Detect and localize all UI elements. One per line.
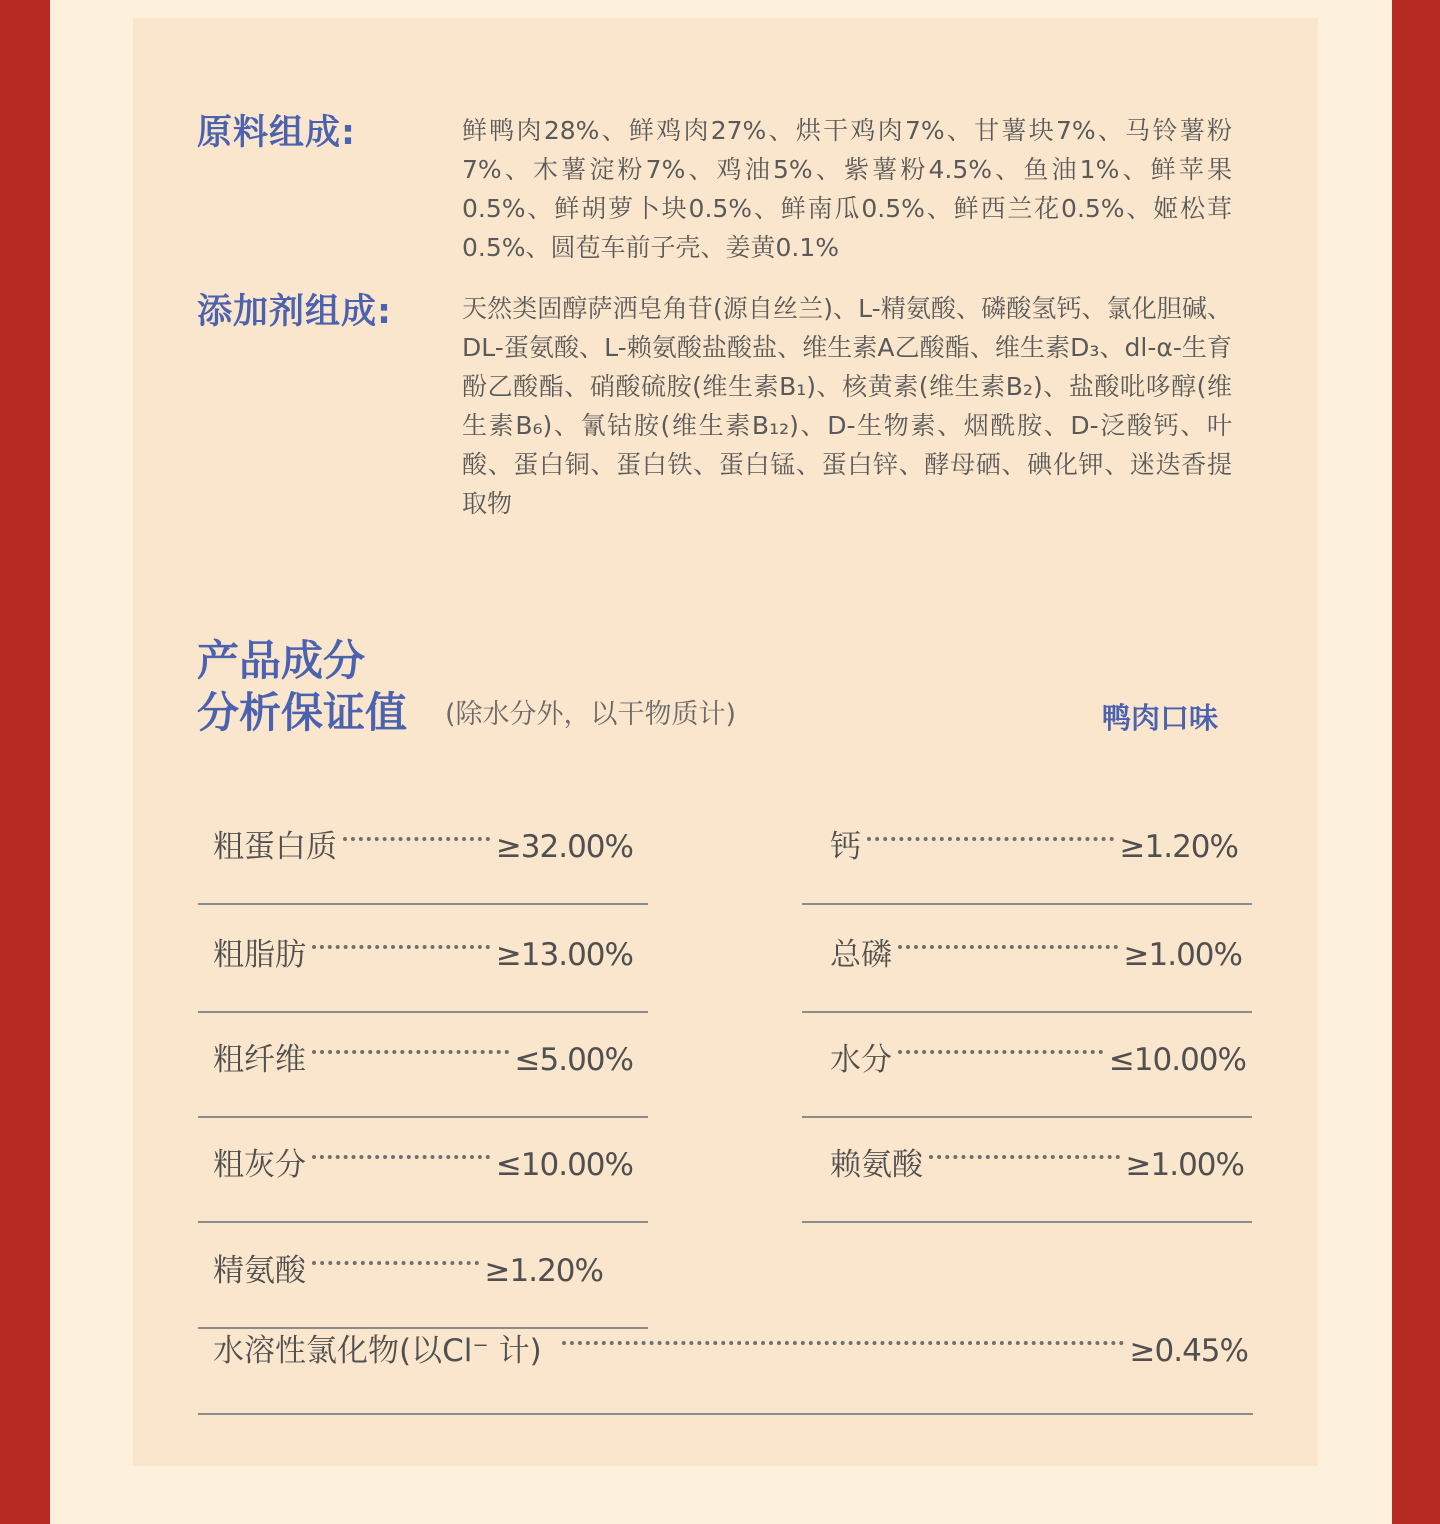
analysis-title-line1: 产品成分	[197, 636, 366, 685]
analysis-row	[198, 1113, 648, 1223]
dotted-leader	[312, 1155, 490, 1159]
analysis-item-name: 精氨酸	[213, 1253, 306, 1289]
analysis-item-value: ≥1.00%	[1123, 937, 1242, 973]
analysis-item-value: ≥1.20%	[484, 1253, 603, 1289]
analysis-item-value: ≥32.00%	[495, 829, 633, 865]
analysis-row-full	[198, 1305, 1253, 1415]
analysis-item-value: ≥13.00%	[495, 937, 633, 973]
analysis-item-name: 总磷	[830, 937, 892, 973]
analysis-row	[802, 1113, 1252, 1223]
additives-label: 添加剂组成:	[197, 292, 392, 332]
dotted-leader	[343, 837, 490, 841]
analysis-row	[802, 1008, 1252, 1118]
analysis-item-name: 粗纤维	[213, 1042, 306, 1078]
analysis-item-value: ≥1.00%	[1125, 1147, 1244, 1183]
analysis-row	[198, 903, 648, 1013]
dotted-leader	[867, 837, 1114, 841]
dotted-leader	[562, 1341, 1124, 1345]
analysis-item-name: 粗脂肪	[213, 937, 306, 973]
dotted-leader	[312, 945, 490, 949]
dotted-leader	[898, 945, 1118, 949]
analysis-item-name: 钙	[830, 829, 861, 865]
analysis-title-line2: 分析保证值	[197, 688, 408, 737]
ingredients-label: 原料组成:	[197, 113, 356, 153]
analysis-item-value: ≤5.00%	[514, 1042, 633, 1078]
dotted-leader	[312, 1050, 509, 1054]
analysis-item-name: 赖氨酸	[830, 1147, 923, 1183]
analysis-row	[802, 903, 1252, 1013]
analysis-item-value: ≥1.20%	[1119, 829, 1238, 865]
dotted-leader	[898, 1050, 1103, 1054]
dotted-leader	[929, 1155, 1120, 1159]
additives-text: 天然类固醇萨洒皂角苷(源自丝兰)、L-精氨酸、磷酸氢钙、氯化胆碱、DL-蛋氨酸、L-赖氨酸盐酸盐、维生素A乙酸酯、维生素D₃、dl-α-生育酚乙酸酯、硝酸硫胺(维生素B₁)、核黄素(维生素B₂)、盐酸吡哆醇(维生素B₆)、氰钴胺(维生素B₁₂)、D-生物素、烟酰胺、D-泛酸钙、叶酸、蛋白铜、蛋白铁、蛋白锰、蛋白锌、酵母硒、碘化钾、迷迭香提取物	[462, 294, 1232, 518]
analysis-row	[802, 795, 1252, 905]
analysis-note: (除水分外，以干物质计)	[445, 699, 737, 730]
flavor-label: 鸭肉口味	[1102, 701, 1219, 735]
analysis-item-name: 粗蛋白质	[213, 829, 337, 865]
analysis-row	[198, 795, 648, 905]
analysis-item-value: ≥0.45%	[1129, 1333, 1248, 1369]
ingredients-text: 鲜鸭肉28%、鲜鸡肉27%、烘干鸡肉7%、甘薯块7%、马铃薯粉7%、木薯淀粉7%、鸡油5%、紫薯粉4.5%、鱼油1%、鲜苹果0.5%、鲜胡萝卜块0.5%、鲜南瓜0.5%、鲜西兰花0.5%、姬松茸0.5%、圆苞车前子壳、姜黄0.1%	[462, 116, 1232, 262]
analysis-item-value: ≤10.00%	[1108, 1042, 1246, 1078]
analysis-item-name: 水分	[830, 1042, 892, 1078]
analysis-item-name: 粗灰分	[213, 1147, 306, 1183]
analysis-row	[198, 1008, 648, 1118]
dotted-leader	[312, 1261, 479, 1265]
analysis-item-name: 水溶性氯化物(以Cl⁻ 计)	[213, 1333, 542, 1369]
analysis-item-value: ≤10.00%	[495, 1147, 633, 1183]
